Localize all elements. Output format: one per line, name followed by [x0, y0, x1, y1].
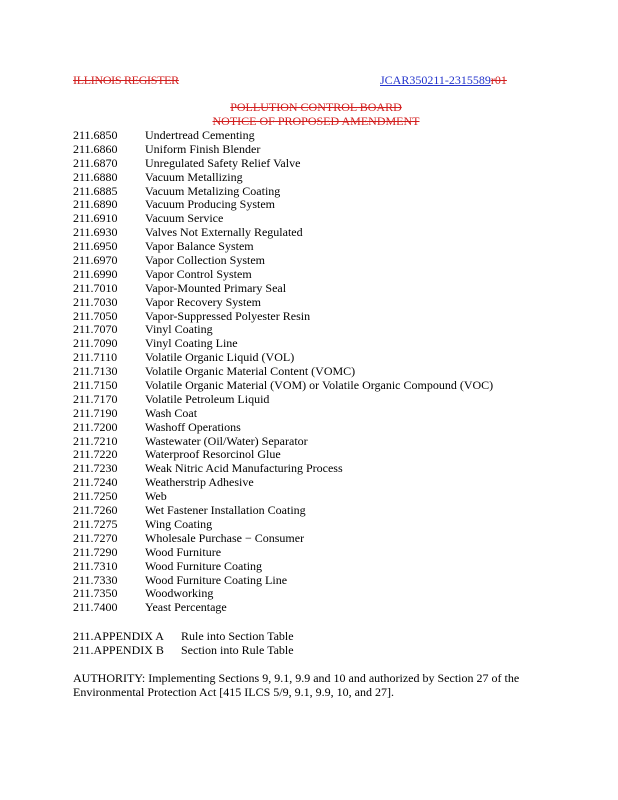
board-title: POLLUTION CONTROL BOARD — [230, 100, 402, 114]
section-title: Vapor-Mounted Primary Seal — [145, 280, 287, 295]
section-number: 211.6885 — [73, 183, 118, 198]
section-number: 211.6890 — [73, 197, 118, 212]
section-row — [73, 406, 493, 420]
section-title: Volatile Organic Liquid (VOL) — [145, 350, 295, 365]
section-row — [73, 197, 493, 211]
section-title: Vacuum Metallizing — [145, 169, 243, 184]
section-row — [73, 225, 493, 239]
section-row — [73, 392, 493, 406]
section-number: 211.6870 — [73, 155, 118, 170]
section-title: Vacuum Service — [145, 211, 224, 226]
section-row — [73, 517, 493, 531]
section-row — [73, 545, 493, 559]
section-row — [73, 170, 493, 184]
appendix-row — [73, 629, 294, 644]
section-title: Vapor-Suppressed Polyester Resin — [145, 308, 311, 323]
section-number: 211.7010 — [73, 280, 118, 295]
section-title: Wood Furniture Coating — [145, 558, 263, 573]
section-title: Woodworking — [145, 586, 214, 601]
section-title: Web — [145, 489, 167, 504]
section-row — [73, 378, 493, 392]
section-row — [73, 364, 493, 378]
section-number: 211.6930 — [73, 225, 118, 240]
section-row — [73, 461, 493, 475]
section-row — [73, 281, 493, 295]
appendix-title: Section into Rule Table — [181, 643, 294, 657]
section-number: 211.7210 — [73, 433, 118, 448]
section-title: Uniform Finish Blender — [145, 141, 261, 156]
section-title: Vapor Balance System — [145, 239, 254, 254]
section-number: 211.7230 — [73, 461, 118, 476]
section-number: 211.7130 — [73, 364, 118, 379]
section-title: Yeast Percentage — [145, 600, 227, 615]
section-row — [73, 559, 493, 573]
section-title: Unregulated Safety Relief Valve — [145, 155, 301, 170]
section-title: Wash Coat — [145, 405, 198, 420]
section-title: Undertread Cementing — [145, 128, 255, 142]
section-row — [73, 142, 493, 156]
section-title: Vapor Collection System — [145, 253, 265, 268]
section-number: 211.6990 — [73, 266, 118, 281]
section-row — [73, 503, 493, 517]
appendix-id: 211.APPENDIX A — [73, 629, 164, 643]
section-number: 211.6860 — [73, 141, 118, 156]
section-number: 211.7260 — [73, 503, 118, 518]
notice-title: NOTICE OF PROPOSED AMENDMENT — [212, 114, 420, 128]
section-title: Volatile Organic Material Content (VOMC) — [145, 364, 356, 379]
section-number: 211.7090 — [73, 336, 118, 351]
section-number: 211.6880 — [73, 169, 118, 184]
section-row — [73, 322, 493, 336]
section-title: Waterproof Resorcinol Glue — [145, 447, 281, 462]
section-title: Vapor Recovery System — [145, 294, 261, 309]
section-row — [73, 239, 493, 253]
header-code — [380, 73, 507, 88]
section-number: 211.7270 — [73, 530, 118, 545]
section-row — [73, 253, 493, 267]
section-row — [73, 434, 493, 448]
section-row — [73, 156, 493, 170]
section-number: 211.7220 — [73, 447, 118, 462]
section-number: 211.7350 — [73, 586, 118, 601]
section-title: Wastewater (Oil/Water) Separator — [145, 433, 308, 448]
section-number: 211.7310 — [73, 558, 118, 573]
section-row — [73, 489, 493, 503]
section-row — [73, 309, 493, 323]
appendix-id: 211.APPENDIX B — [73, 643, 164, 657]
section-row — [73, 350, 493, 364]
section-title: Volatile Organic Material (VOM) or Volatile Organic Compound (VOC) — [145, 378, 494, 393]
section-row — [73, 295, 493, 309]
section-title: Vinyl Coating Line — [145, 336, 238, 351]
section-number: 211.6910 — [73, 211, 118, 226]
section-number: 211.7200 — [73, 419, 118, 434]
section-title: Wood Furniture Coating Line — [145, 572, 288, 587]
section-number: 211.7030 — [73, 294, 118, 309]
section-row — [73, 573, 493, 587]
section-title: Wing Coating — [145, 516, 213, 531]
jcar-code-link[interactable]: JCAR350211-2315589 — [380, 73, 491, 87]
section-number: 211.6850 — [73, 128, 118, 142]
section-title: Wet Fastener Installation Coating — [145, 503, 306, 518]
section-number: 211.7150 — [73, 378, 118, 393]
section-row — [73, 586, 493, 600]
section-title: Vacuum Producing System — [145, 197, 275, 212]
section-number: 211.6970 — [73, 253, 118, 268]
section-title: Valves Not Externally Regulated — [145, 225, 303, 240]
section-number: 211.7050 — [73, 308, 118, 323]
section-title: Vapor Control System — [145, 266, 252, 281]
section-row — [73, 475, 493, 489]
section-number: 211.7070 — [73, 322, 118, 337]
jcar-code-suffix: r01 — [490, 73, 507, 87]
appendix-title: Rule into Section Table — [181, 629, 294, 643]
section-number: 211.7190 — [73, 405, 118, 420]
section-row — [73, 211, 493, 225]
section-row — [73, 336, 493, 350]
section-number: 211.6950 — [73, 239, 118, 254]
section-row — [73, 447, 493, 461]
section-row — [73, 128, 493, 142]
section-list — [73, 128, 493, 614]
section-number: 211.7110 — [73, 350, 118, 365]
section-title: Wholesale Purchase − Consumer — [145, 530, 305, 545]
section-row — [73, 267, 493, 281]
section-title: Washoff Operations — [145, 419, 241, 434]
section-number: 211.7290 — [73, 544, 118, 559]
section-title: Weak Nitric Acid Manufacturing Process — [145, 461, 343, 476]
section-row — [73, 184, 493, 198]
section-title: Weatherstrip Adhesive — [145, 475, 254, 490]
authority-note: AUTHORITY: Implementing Sections 9, 9.1, 9.9 and 10 and authorized by Section 27 of the Environmental Protection Act [415 ILCS 5/9, 9.1, 9.9, 10, and 27]. — [73, 671, 520, 699]
section-number: 211.7250 — [73, 489, 118, 504]
section-number: 211.7275 — [73, 516, 118, 531]
header-register: ILLINOIS REGISTER — [73, 73, 179, 87]
section-number: 211.7170 — [73, 391, 118, 406]
section-row — [73, 420, 493, 434]
section-number: 211.7400 — [73, 600, 118, 615]
section-row — [73, 531, 493, 545]
section-number: 211.7240 — [73, 475, 118, 490]
section-title: Wood Furniture — [145, 544, 222, 559]
section-title: Vinyl Coating — [145, 322, 213, 337]
section-title: Volatile Petroleum Liquid — [145, 391, 270, 406]
section-row — [73, 600, 493, 614]
appendix-row — [73, 643, 294, 658]
section-number: 211.7330 — [73, 572, 118, 587]
section-title: Vacuum Metalizing Coating — [145, 183, 281, 198]
